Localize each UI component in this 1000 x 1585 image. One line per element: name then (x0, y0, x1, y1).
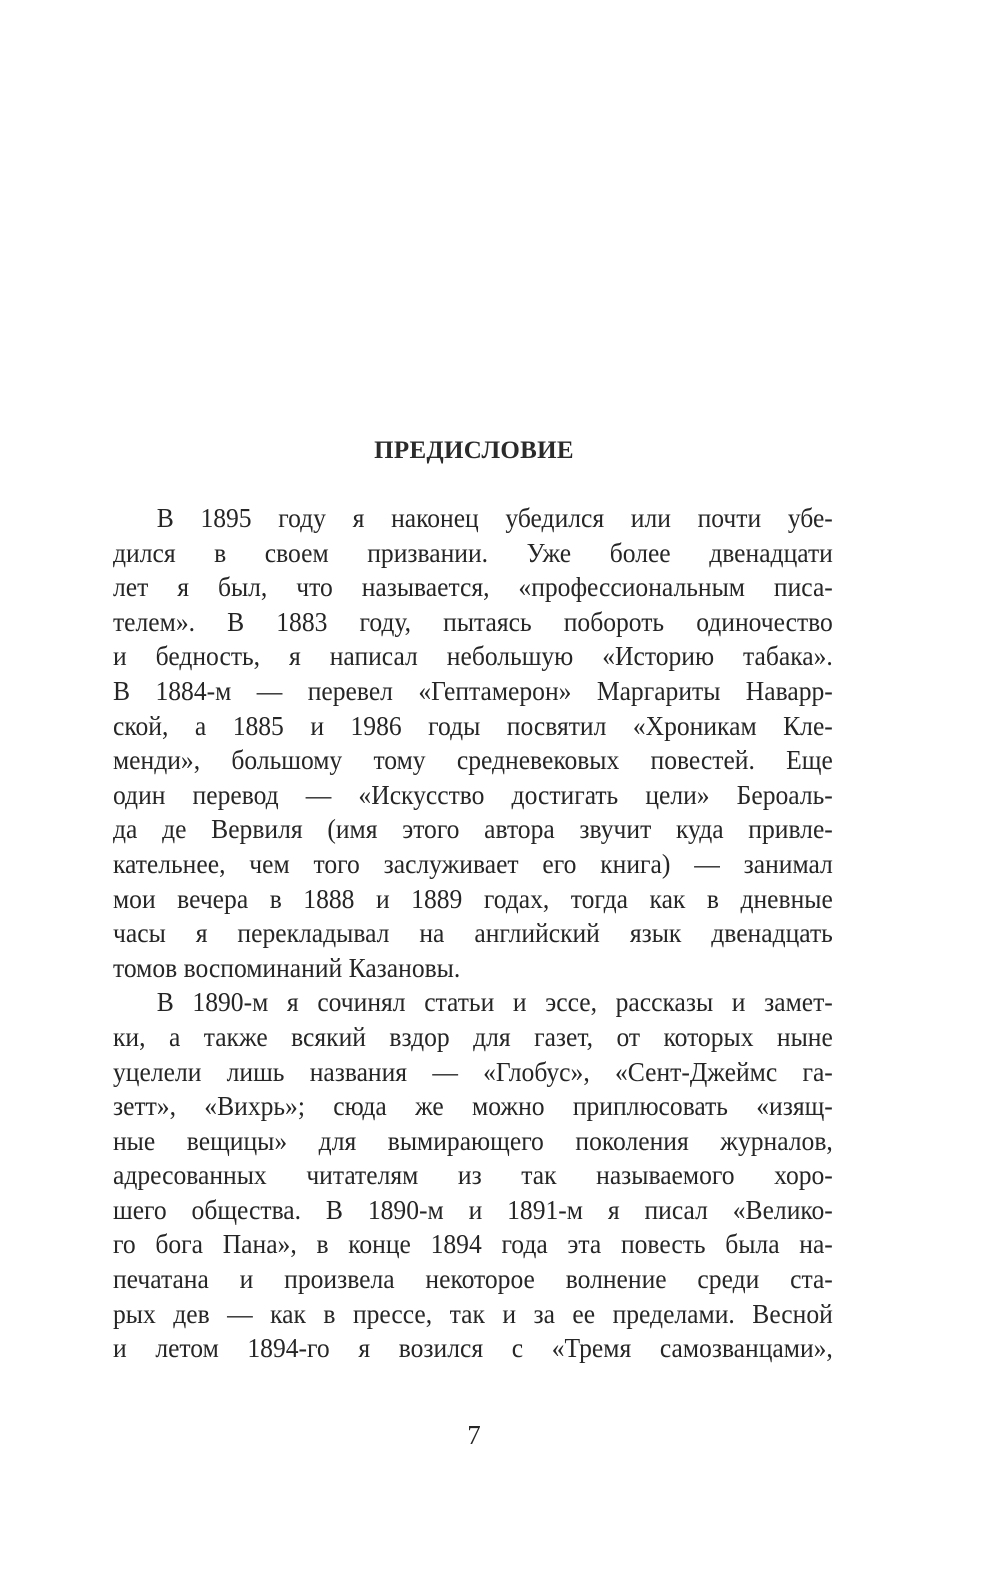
text-line: да де Вервиля (имя этого автора звучит куда привле- (113, 813, 833, 845)
text-line: ки, а также всякий вздор для газет, от которых ныне (113, 1020, 833, 1052)
text-line: часы я перекладывал на английский язык двенадцать (113, 917, 833, 949)
paragraph-2 (113, 985, 833, 1366)
text-line: В 1884-м — перевел «Гептамерон» Маргариты Наварр- (113, 674, 833, 706)
text-line: дился в своем призвании. Уже более двенадцати (113, 536, 833, 568)
text-line: менди», большому тому средневековых повестей. Еще (113, 744, 833, 776)
text-line: шего общества. В 1890-м и 1891-м я писал «Велико- (113, 1193, 833, 1225)
text-line: телем». В 1883 году, пытаясь побороть одиночество (113, 605, 833, 637)
text-line: адресованных читателям из так называемого хоро- (113, 1159, 833, 1191)
text-line: кательнее, чем того заслуживает его книга) — занимал (113, 847, 833, 879)
paragraph-1 (113, 501, 833, 985)
text-line: лет я был, что называется, «профессиональным писа- (113, 571, 833, 603)
chapter-heading: ПРЕДИСЛОВИЕ (374, 437, 574, 464)
text-line: печатана и произвела некоторое волнение среди ста- (113, 1263, 833, 1295)
text-line: один перевод — «Искусство достигать цели» Бероаль- (113, 778, 833, 810)
text-line: уцелели лишь названия — «Глобус», «Сент-Джеймс га- (113, 1055, 833, 1087)
text-line: и летом 1894-го я возился с «Тремя самозванцами», (113, 1332, 833, 1364)
page-number: 7 (467, 1420, 481, 1450)
text-line: ской, а 1885 и 1986 годы посвятил «Хроникам Кле- (113, 709, 833, 741)
text-line: рых дев — как в прессе, так и за ее пределами. Весной (113, 1297, 833, 1329)
text-line: томов воспоминаний Казановы. (113, 951, 461, 983)
text-line: В 1895 году я наконец убедился или почти убе- (156, 502, 833, 533)
text-line: мои вечера в 1888 и 1889 годах, тогда как в дневные (113, 882, 833, 914)
text-line: ные вещицы» для вымирающего поколения журналов, (113, 1124, 833, 1156)
text-line: зетт», «Вихрь»; сюда же можно приплюсовать «изящ- (113, 1090, 833, 1122)
text-line: и бедность, я написал небольшую «Историю табака». (113, 640, 833, 672)
text-line: В 1890-м я сочинял статьи и эссе, рассказы и замет- (156, 986, 833, 1018)
text-line: го бога Пана», в конце 1894 года эта повесть была на- (113, 1228, 833, 1260)
body-text (113, 501, 833, 1366)
